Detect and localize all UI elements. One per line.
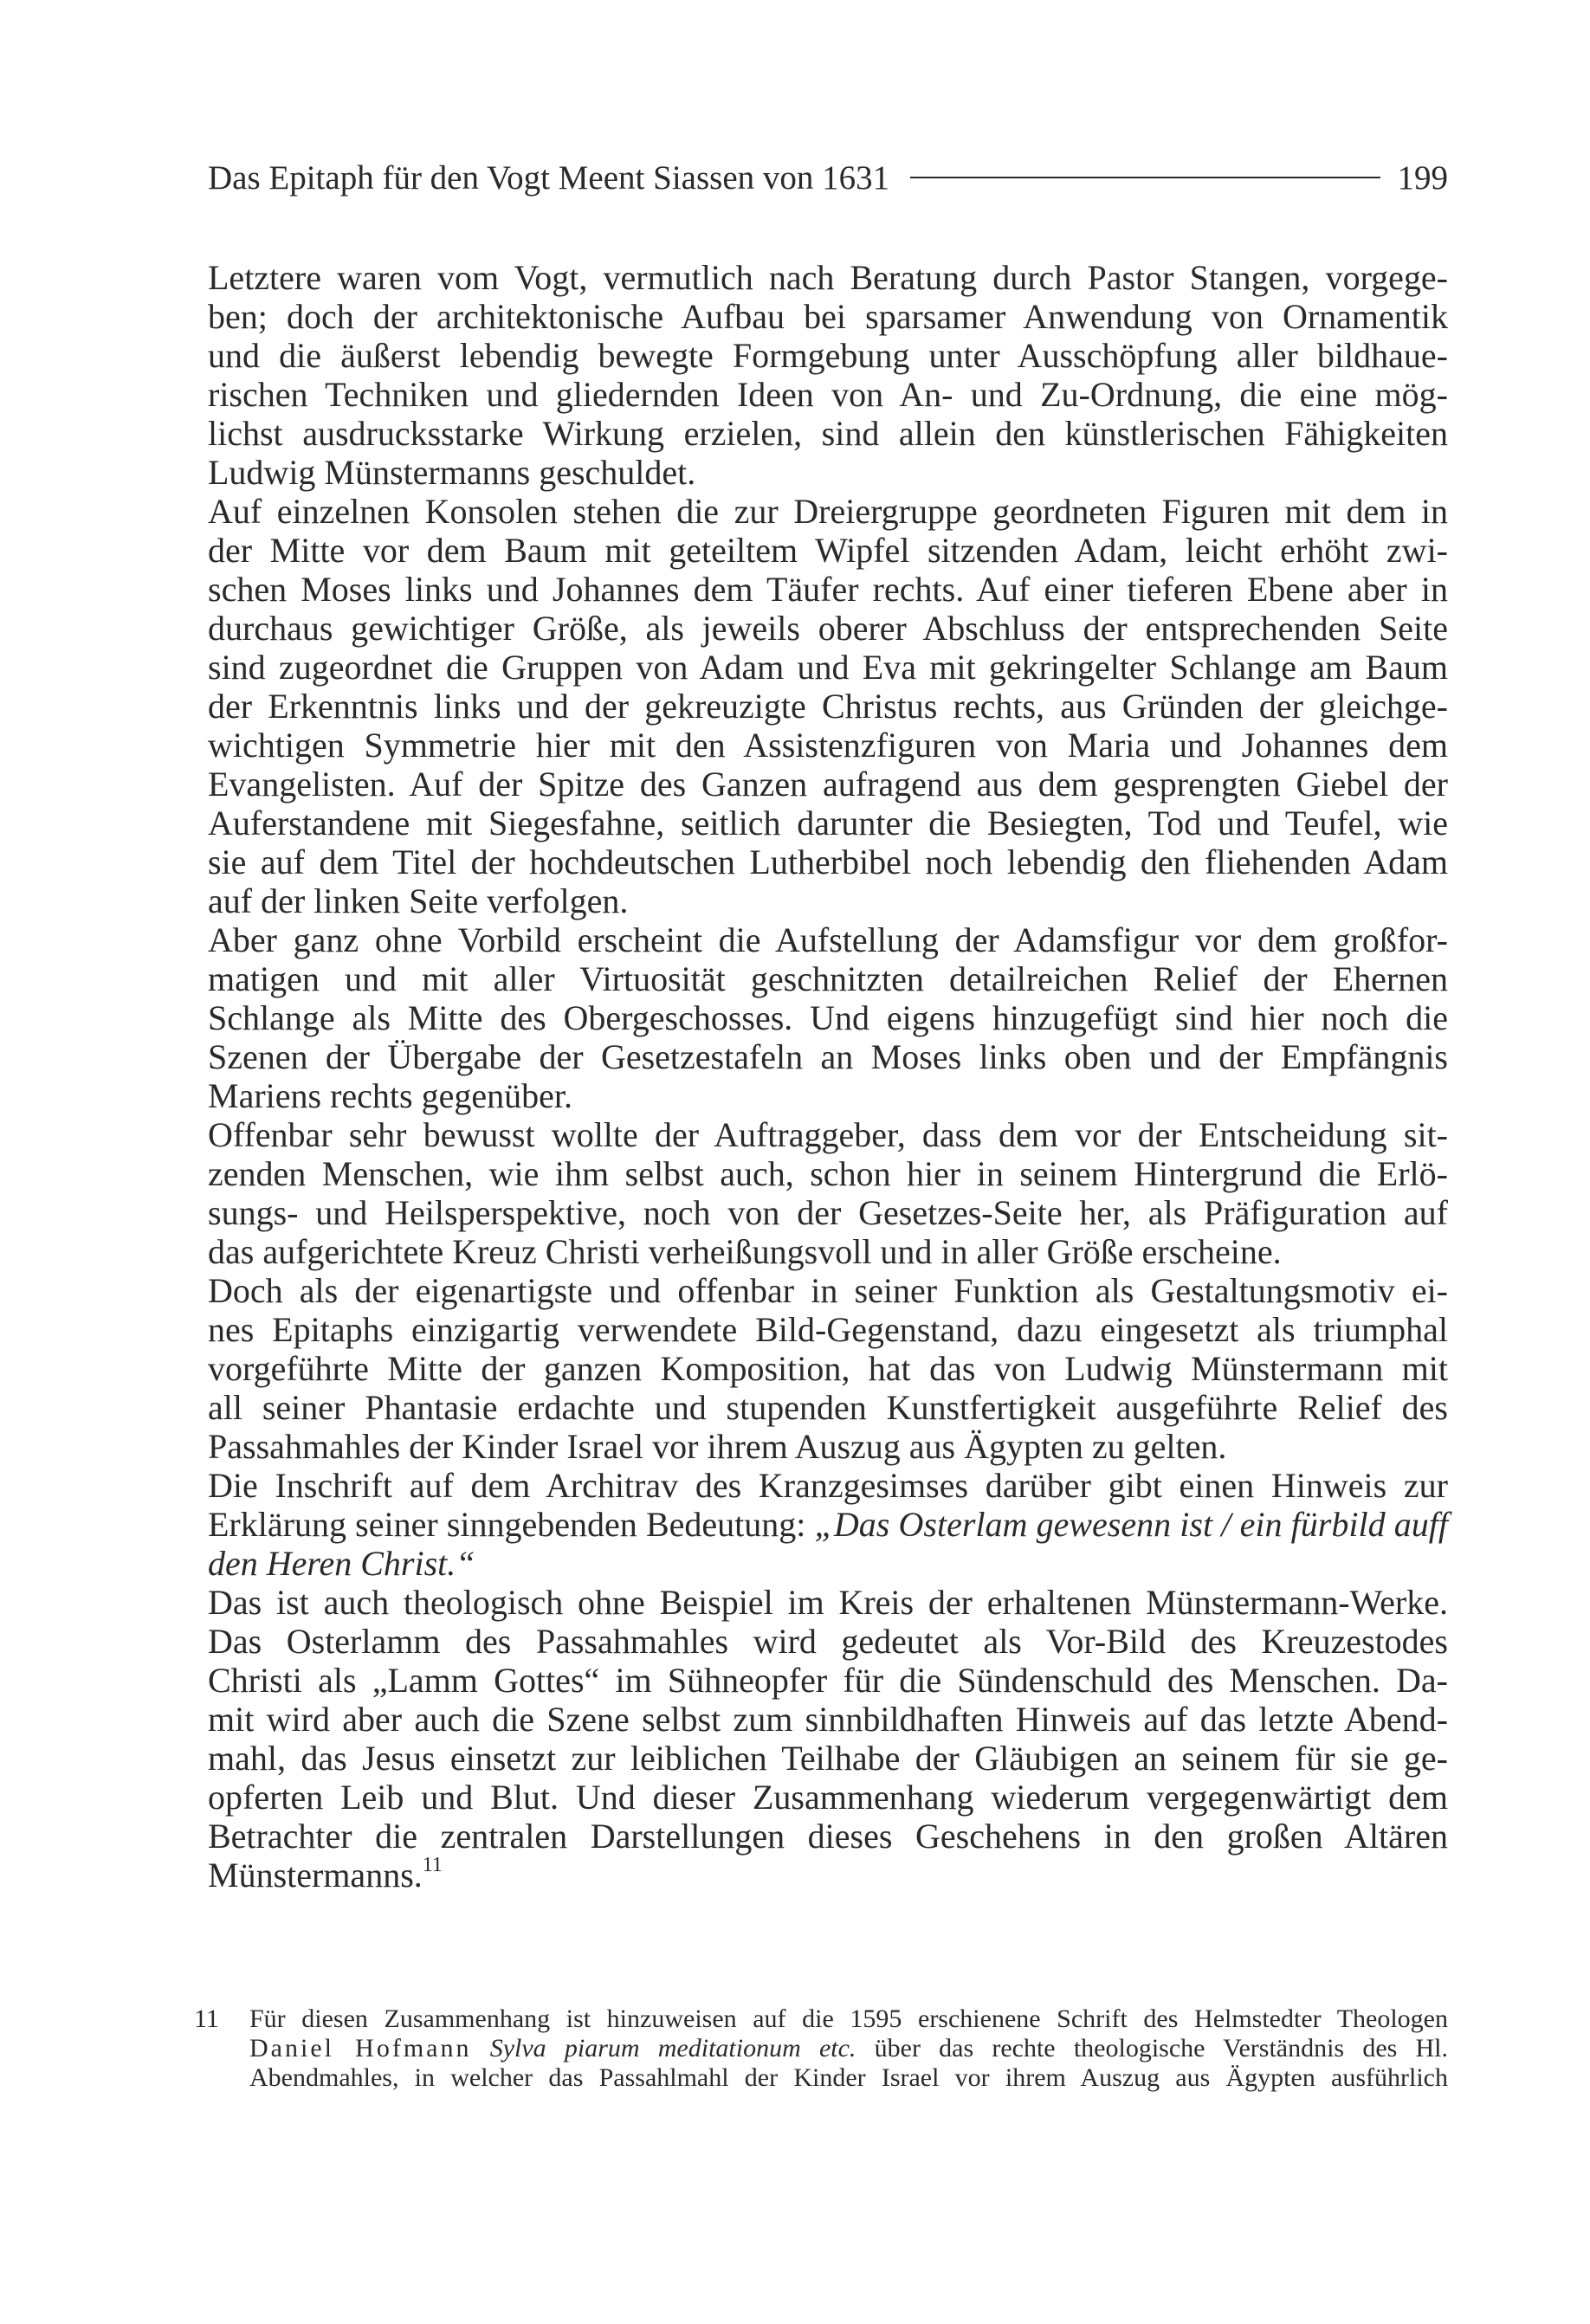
text-line: sind zugeordnet die Gruppen von Adam und Eva mit gekringelter Schlange am Baum xyxy=(208,648,1448,687)
text-line: Szenen der Übergabe der Gesetzestafeln an Moses links oben und der Empfängnis xyxy=(208,1037,1448,1076)
text-line: der Mitte vor dem Baum mit geteiltem Wipfel sitzenden Adam, leicht erhöht zwi- xyxy=(208,531,1448,570)
text-line: vorgeführte Mitte der ganzen Komposition, hat das von Ludwig Münstermann mit xyxy=(208,1349,1448,1388)
footnote-number: 11 xyxy=(194,2004,219,2033)
text-line: opferten Leib und Blut. Und dieser Zusammenhang wiederum vergegenwärtigt dem xyxy=(208,1778,1448,1817)
text-line: mit wird aber auch die Szene selbst zum sinnbildhaften Hinweis auf das letzte Abend- xyxy=(208,1700,1448,1739)
text-line: Aber ganz ohne Vorbild erscheint die Aufstellung der Adamsfigur vor dem großfor- xyxy=(208,920,1448,959)
inscription-quote: „Das Osterlam gewesenn ist / ein fürbild auff xyxy=(814,1505,1449,1544)
footnote-line: Für diesen Zusammenhang ist hinzuweisen auf die 1595 erschienene Schrift des Helmstedter Theologen xyxy=(249,2004,1448,2033)
footnote xyxy=(194,2004,1448,2093)
text-line: auf der linken Seite verfolgen. xyxy=(208,881,629,920)
text-line: Erklärung seiner sinngebenden Bedeutung: „Das Osterlam gewesenn ist / ein fürbild auff xyxy=(208,1505,1449,1544)
text-line: wichtigen Symmetrie hier mit den Assistenzfiguren von Maria und Johannes dem xyxy=(208,726,1448,765)
text-line: und die äußerst lebendig bewegte Formgebung unter Ausschöpfung aller bildhaue- xyxy=(208,336,1448,375)
text-line: ben; doch der architektonische Aufbau bei sparsamer Anwendung von Ornamentik xyxy=(208,297,1448,336)
text-line: Christi als „Lamm Gottes“ im Sühneopfer für die Sündenschuld des Menschen. Da- xyxy=(208,1661,1448,1700)
text-line: nes Epitaphs einzigartig verwendete Bild-Gegenstand, dazu eingesetzt als triumphal xyxy=(208,1310,1448,1349)
header-rule xyxy=(910,177,1380,178)
text-line: sungs- und Heilsperspektive, noch von der Gesetzes-Seite her, als Präfiguration auf xyxy=(208,1193,1448,1232)
text-line: Auf einzelnen Konsolen stehen die zur Dreiergruppe geordneten Figuren mit dem in xyxy=(208,492,1448,531)
text-line: Schlange als Mitte des Obergeschosses. Und eigens hinzugefügt sind hier noch die xyxy=(208,998,1448,1037)
text-line: mahl, das Jesus einsetzt zur leiblichen Teilhabe der Gläubigen an seinem für sie ge- xyxy=(208,1739,1448,1778)
inscription-quote: den Heren Christ.“ xyxy=(208,1544,475,1583)
text-line: das aufgerichtete Kreuz Christi verheißungsvoll und in aller Größe erscheine. xyxy=(208,1232,1282,1271)
text-line: Das ist auch theologisch ohne Beispiel im Kreis der erhaltenen Münstermann-Werke. xyxy=(208,1583,1448,1622)
text-line: sie auf dem Titel der hochdeutschen Lutherbibel noch lebendig den fliehenden Adam xyxy=(208,842,1448,881)
text-line: all seiner Phantasie erdachte und stupenden Kunstfertigkeit ausgeführte Relief des xyxy=(208,1388,1448,1427)
footnote-book-title: Sylva piarum meditationum etc. xyxy=(489,2034,856,2063)
footnote-line: Daniel Hofmann Sylva piarum meditationum etc. über das rechte theologische Verständnis des Hl. xyxy=(249,2034,1449,2063)
page-number: 199 xyxy=(1397,159,1448,197)
text-line: zenden Menschen, wie ihm selbst auch, schon hier in seinem Hintergrund die Erlö- xyxy=(208,1154,1448,1193)
footnote-author: Daniel Hofmann xyxy=(249,2034,472,2063)
footnote-line: Abendmahles, in welcher das Passahlmahl der Kinder Israel vor ihrem Auszug aus Ägypten ausführlich xyxy=(249,2063,1448,2092)
body-text xyxy=(208,258,1448,1895)
running-title: Das Epitaph für den Vogt Meent Siassen von 1631 xyxy=(208,159,890,197)
text-line: Ludwig Münstermanns geschuldet. xyxy=(208,453,696,492)
text-line: Letztere waren vom Vogt, vermutlich nach Beratung durch Pastor Stangen, vorgege- xyxy=(208,258,1448,297)
text-line: rischen Techniken und gliedernden Ideen von An- und Zu-Ordnung, die eine mög- xyxy=(208,375,1448,414)
text-line: der Erkenntnis links und der gekreuzigte Christus rechts, aus Gründen der gleichge- xyxy=(208,687,1448,726)
text-line: durchaus gewichtiger Größe, als jeweils oberer Abschluss der entsprechenden Seite xyxy=(208,609,1448,648)
text-line: Betrachter die zentralen Darstellungen dieses Geschehens in den großen Altären xyxy=(208,1817,1448,1856)
footnote-reference[interactable]: 11 xyxy=(422,1853,443,1876)
text-line: Passahmahles der Kinder Israel vor ihrem Auszug aus Ägypten zu gelten. xyxy=(208,1427,1227,1466)
text-line: Doch als der eigenartigste und offenbar in seiner Funktion als Gestaltungsmotiv ei- xyxy=(208,1271,1448,1310)
text-line: Mariens rechts gegenüber. xyxy=(208,1076,572,1115)
text-line: Münstermanns.$^{11}$ xyxy=(208,1853,443,1895)
text-line xyxy=(208,1544,1448,1583)
text-line: Das Osterlamm des Passahmahles wird gedeutet als Vor-Bild des Kreuzestodes xyxy=(208,1622,1448,1661)
text-line: Auferstandene mit Siegesfahne, seitlich darunter die Besiegten, Tod und Teufel, wie xyxy=(208,804,1448,842)
running-header xyxy=(208,158,1448,210)
text-line: matigen und mit aller Virtuosität geschnitzten detailreichen Relief der Ehernen xyxy=(208,959,1448,998)
text-line: schen Moses links und Johannes dem Täufer rechts. Auf einer tieferen Ebene aber in xyxy=(208,570,1448,609)
text-line: lichst ausdrucksstarke Wirkung erzielen, sind allein den künstlerischen Fähigkeiten xyxy=(208,414,1448,453)
text-line: Evangelisten. Auf der Spitze des Ganzen aufragend aus dem gesprengten Giebel der xyxy=(208,765,1448,804)
text-line: Die Inschrift auf dem Architrav des Kranzgesimses darüber gibt einen Hinweis zur xyxy=(208,1466,1448,1505)
text-line: Offenbar sehr bewusst wollte der Auftraggeber, dass dem vor der Entscheidung sit- xyxy=(208,1115,1448,1154)
